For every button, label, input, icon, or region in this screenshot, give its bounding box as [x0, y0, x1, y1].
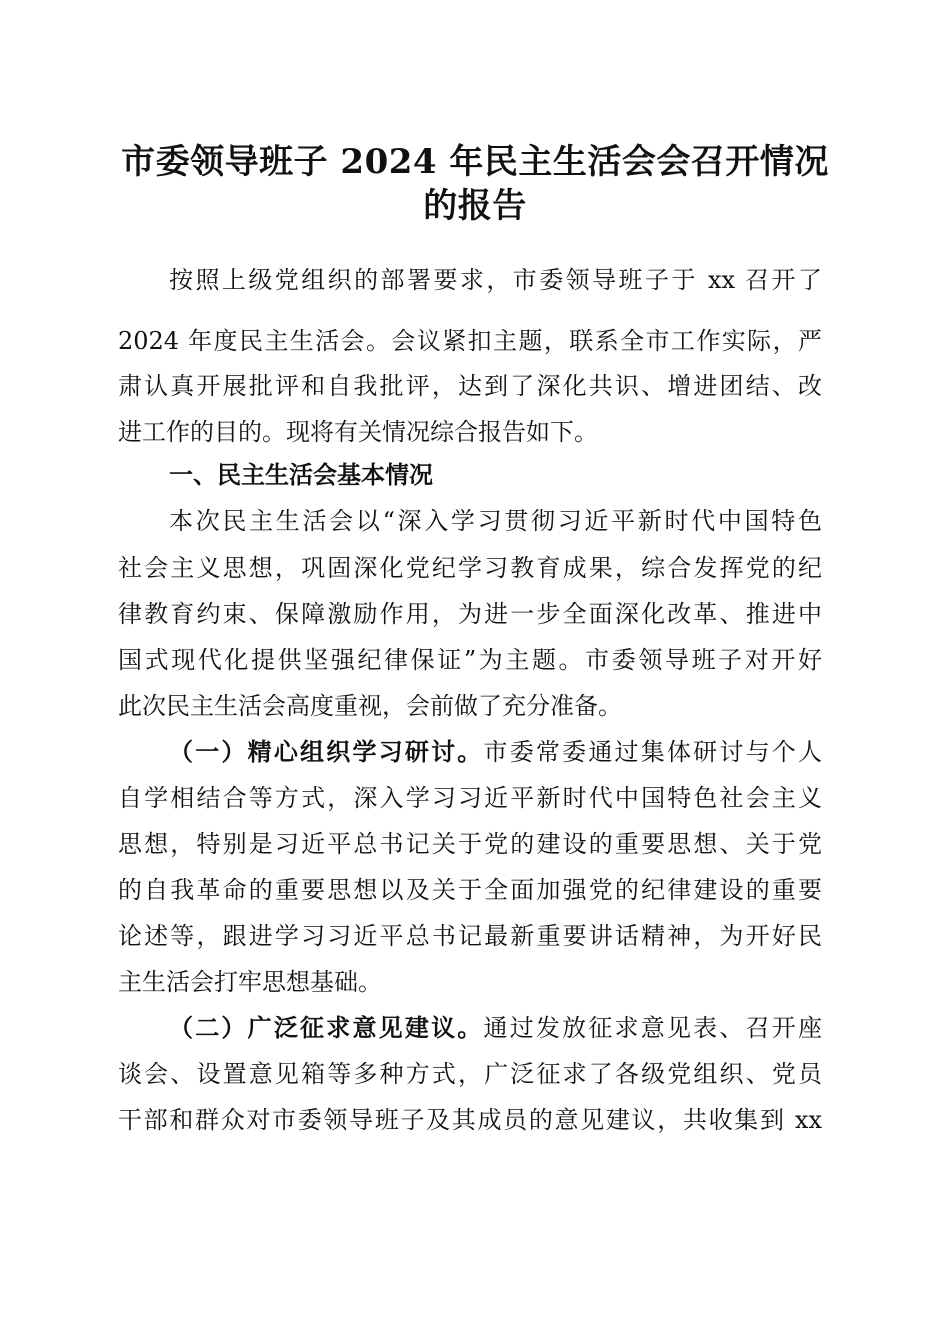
item1-first-line: [169, 729, 822, 775]
document-title-line2: 的报告: [423, 186, 527, 226]
section1-line-2: 社会主义思想，巩固深化党纪学习教育成果，综合发挥党的纪: [118, 554, 822, 582]
section1-line-1: 本次民主生活会以“深入学习贯彻习近平新时代中国特色: [169, 507, 822, 535]
item1-line-5: 论述等，跟进学习习近平总书记最新重要讲话精神，为开好民: [118, 922, 822, 950]
item2-line-3: 干部和群众对市委领导班子及其成员的意见建议，共收集到 xx: [118, 1106, 822, 1134]
section1-line-3: 律教育约束、保障激励作用，为进一步全面深化改革、推进中: [118, 600, 822, 628]
item1-line-3: 思想，特别是习近平总书记关于党的建设的重要思想、关于党: [118, 830, 822, 858]
item1-line-4: 的自我革命的重要思想以及关于全面加强党的纪律建设的重要: [118, 876, 822, 904]
intro-line-4: 进工作的目的。现将有关情况综合报告如下。: [118, 418, 598, 446]
section1-heading: 一、民主生活会基本情况: [169, 461, 433, 489]
section1-line-5: 此次民主生活会高度重视，会前做了充分准备。: [118, 692, 622, 720]
item2-first-line: [169, 1005, 822, 1051]
intro-line-1: 按照上级党组织的部署要求，市委领导班子于 xx 召开了: [169, 266, 822, 294]
intro-line-2: 2024 年度民主生活会。会议紧扣主题，联系全市工作实际，严: [118, 327, 822, 355]
item1-first-rest: 市委常委通过集体研讨与个人: [483, 738, 822, 766]
item2-first-rest: 通过发放征求意见表、召开座: [483, 1014, 822, 1042]
item1-label: （一）精心组织学习研讨。: [169, 737, 484, 766]
item2-line-2: 谈会、设置意见箱等多种方式，广泛征求了各级党组织、党员: [118, 1060, 822, 1088]
intro-line-3: 肃认真开展批评和自我批评，达到了深化共识、增进团结、改: [118, 372, 822, 400]
item1-line-6: 主生活会打牢思想基础。: [118, 968, 382, 996]
document-title-line1: 市委领导班子 2024 年民主生活会会召开情况: [121, 142, 829, 182]
item1-line-2: 自学相结合等方式，深入学习习近平新时代中国特色社会主义: [118, 784, 822, 812]
section1-line-4: 国式现代化提供坚强纪律保证”为主题。市委领导班子对开好: [118, 646, 822, 674]
item2-label: （二）广泛征求意见建议。: [169, 1013, 484, 1042]
